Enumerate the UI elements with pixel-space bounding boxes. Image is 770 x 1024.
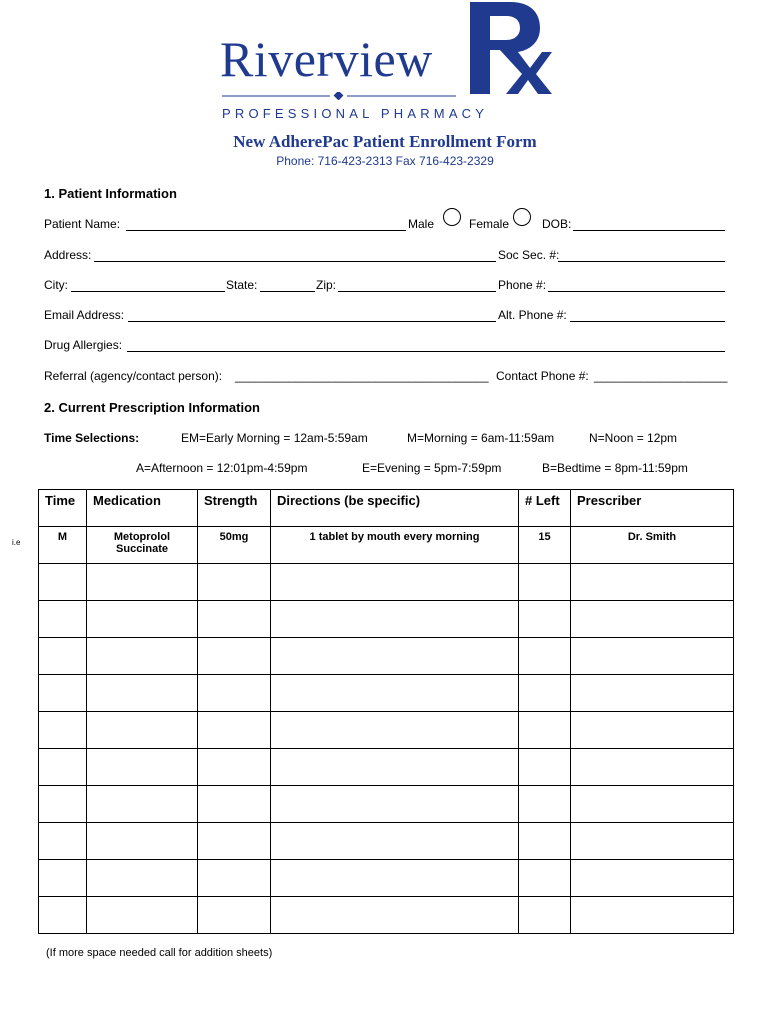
time-b: B=Bedtime = 8pm-11:59pm [542, 461, 688, 475]
time-selections-label: Time Selections: [44, 431, 140, 445]
city-label: City: [44, 278, 68, 292]
male-radio[interactable] [443, 208, 461, 226]
patient-name-field[interactable] [126, 217, 406, 231]
time-a: A=Afternoon = 12:01pm-4:59pm [136, 461, 308, 475]
cell-time: M [39, 527, 87, 564]
medication-line-1: Metoprolol [113, 531, 171, 543]
email-field[interactable] [128, 308, 496, 322]
prescription-table [38, 489, 734, 934]
table-row[interactable] [39, 564, 734, 601]
soc-sec-label: Soc Sec. #: [498, 248, 560, 262]
dob-label: DOB: [542, 217, 572, 231]
brand-name: Riverview [220, 31, 433, 87]
zip-label: Zip: [316, 278, 337, 292]
alt-phone-label: Alt. Phone #: [498, 308, 567, 322]
header-left: # Left [519, 490, 571, 527]
zip-field[interactable] [338, 278, 496, 292]
contact-phone-field[interactable]: ____________________ [594, 369, 728, 383]
soc-sec-field[interactable] [558, 248, 725, 262]
cell-prescriber: Dr. Smith [571, 527, 734, 564]
header-strength: Strength [198, 490, 271, 527]
table-row[interactable] [39, 601, 734, 638]
medication-line-2: Succinate [116, 543, 168, 555]
state-label: State: [226, 278, 258, 292]
cell-directions: 1 tablet by mouth every morning [271, 527, 519, 564]
table-row[interactable] [39, 749, 734, 786]
table-row[interactable] [39, 823, 734, 860]
header-directions: Directions (be specific) [271, 490, 519, 527]
referral-label: Referral (agency/contact person): [44, 369, 223, 383]
address-label: Address: [44, 248, 92, 262]
time-n: N=Noon = 12pm [589, 431, 678, 445]
section-1-heading: 1. Patient Information [44, 186, 177, 201]
dob-field[interactable] [573, 217, 725, 231]
table-row[interactable] [39, 786, 734, 823]
phone-label: Phone #: [498, 278, 547, 292]
example-marker: i.e [12, 538, 21, 547]
time-m: M=Morning = 6am-11:59am [407, 431, 555, 445]
table-row[interactable] [39, 897, 734, 934]
header-prescriber: Prescriber [571, 490, 734, 527]
cell-medication [87, 527, 198, 564]
brand-subtitle: PROFESSIONAL PHARMACY [222, 106, 489, 121]
email-label: Email Address: [44, 308, 125, 322]
contact-phone-line: Phone: 716-423-2313 Fax 716-423-2329 [276, 154, 494, 168]
table-row[interactable] [39, 638, 734, 675]
logo-divider [222, 92, 456, 100]
time-em: EM=Early Morning = 12am-5:59am [181, 431, 368, 445]
drug-allergies-field[interactable] [127, 338, 725, 352]
cell-strength: 50mg [198, 527, 271, 564]
footer-note: (If more space needed call for addition sheets) [46, 947, 273, 959]
drug-allergies-label: Drug Allergies: [44, 338, 123, 352]
referral-field[interactable]: ______________________________________ [235, 369, 489, 383]
table-row-example [39, 527, 734, 564]
patient-name-label: Patient Name: [44, 217, 121, 231]
header-medication: Medication [87, 490, 198, 527]
female-label: Female [469, 217, 510, 231]
female-radio[interactable] [513, 208, 531, 226]
cell-left: 15 [519, 527, 571, 564]
contact-phone-label: Contact Phone #: [496, 369, 589, 383]
phone-field[interactable] [548, 278, 725, 292]
header-time: Time [39, 490, 87, 527]
state-field[interactable] [260, 278, 315, 292]
time-e: E=Evening = 5pm-7:59pm [362, 461, 502, 475]
alt-phone-field[interactable] [570, 308, 725, 322]
form-title: New AdherePac Patient Enrollment Form [233, 132, 537, 151]
rx-logo-icon [470, 2, 552, 94]
table-row[interactable] [39, 712, 734, 749]
address-field[interactable] [94, 248, 496, 262]
male-label: Male [408, 217, 435, 231]
table-row[interactable] [39, 860, 734, 897]
table-row[interactable] [39, 675, 734, 712]
table-header-row [39, 490, 734, 527]
city-field[interactable] [71, 278, 225, 292]
section-2-heading: 2. Current Prescription Information [44, 400, 260, 415]
